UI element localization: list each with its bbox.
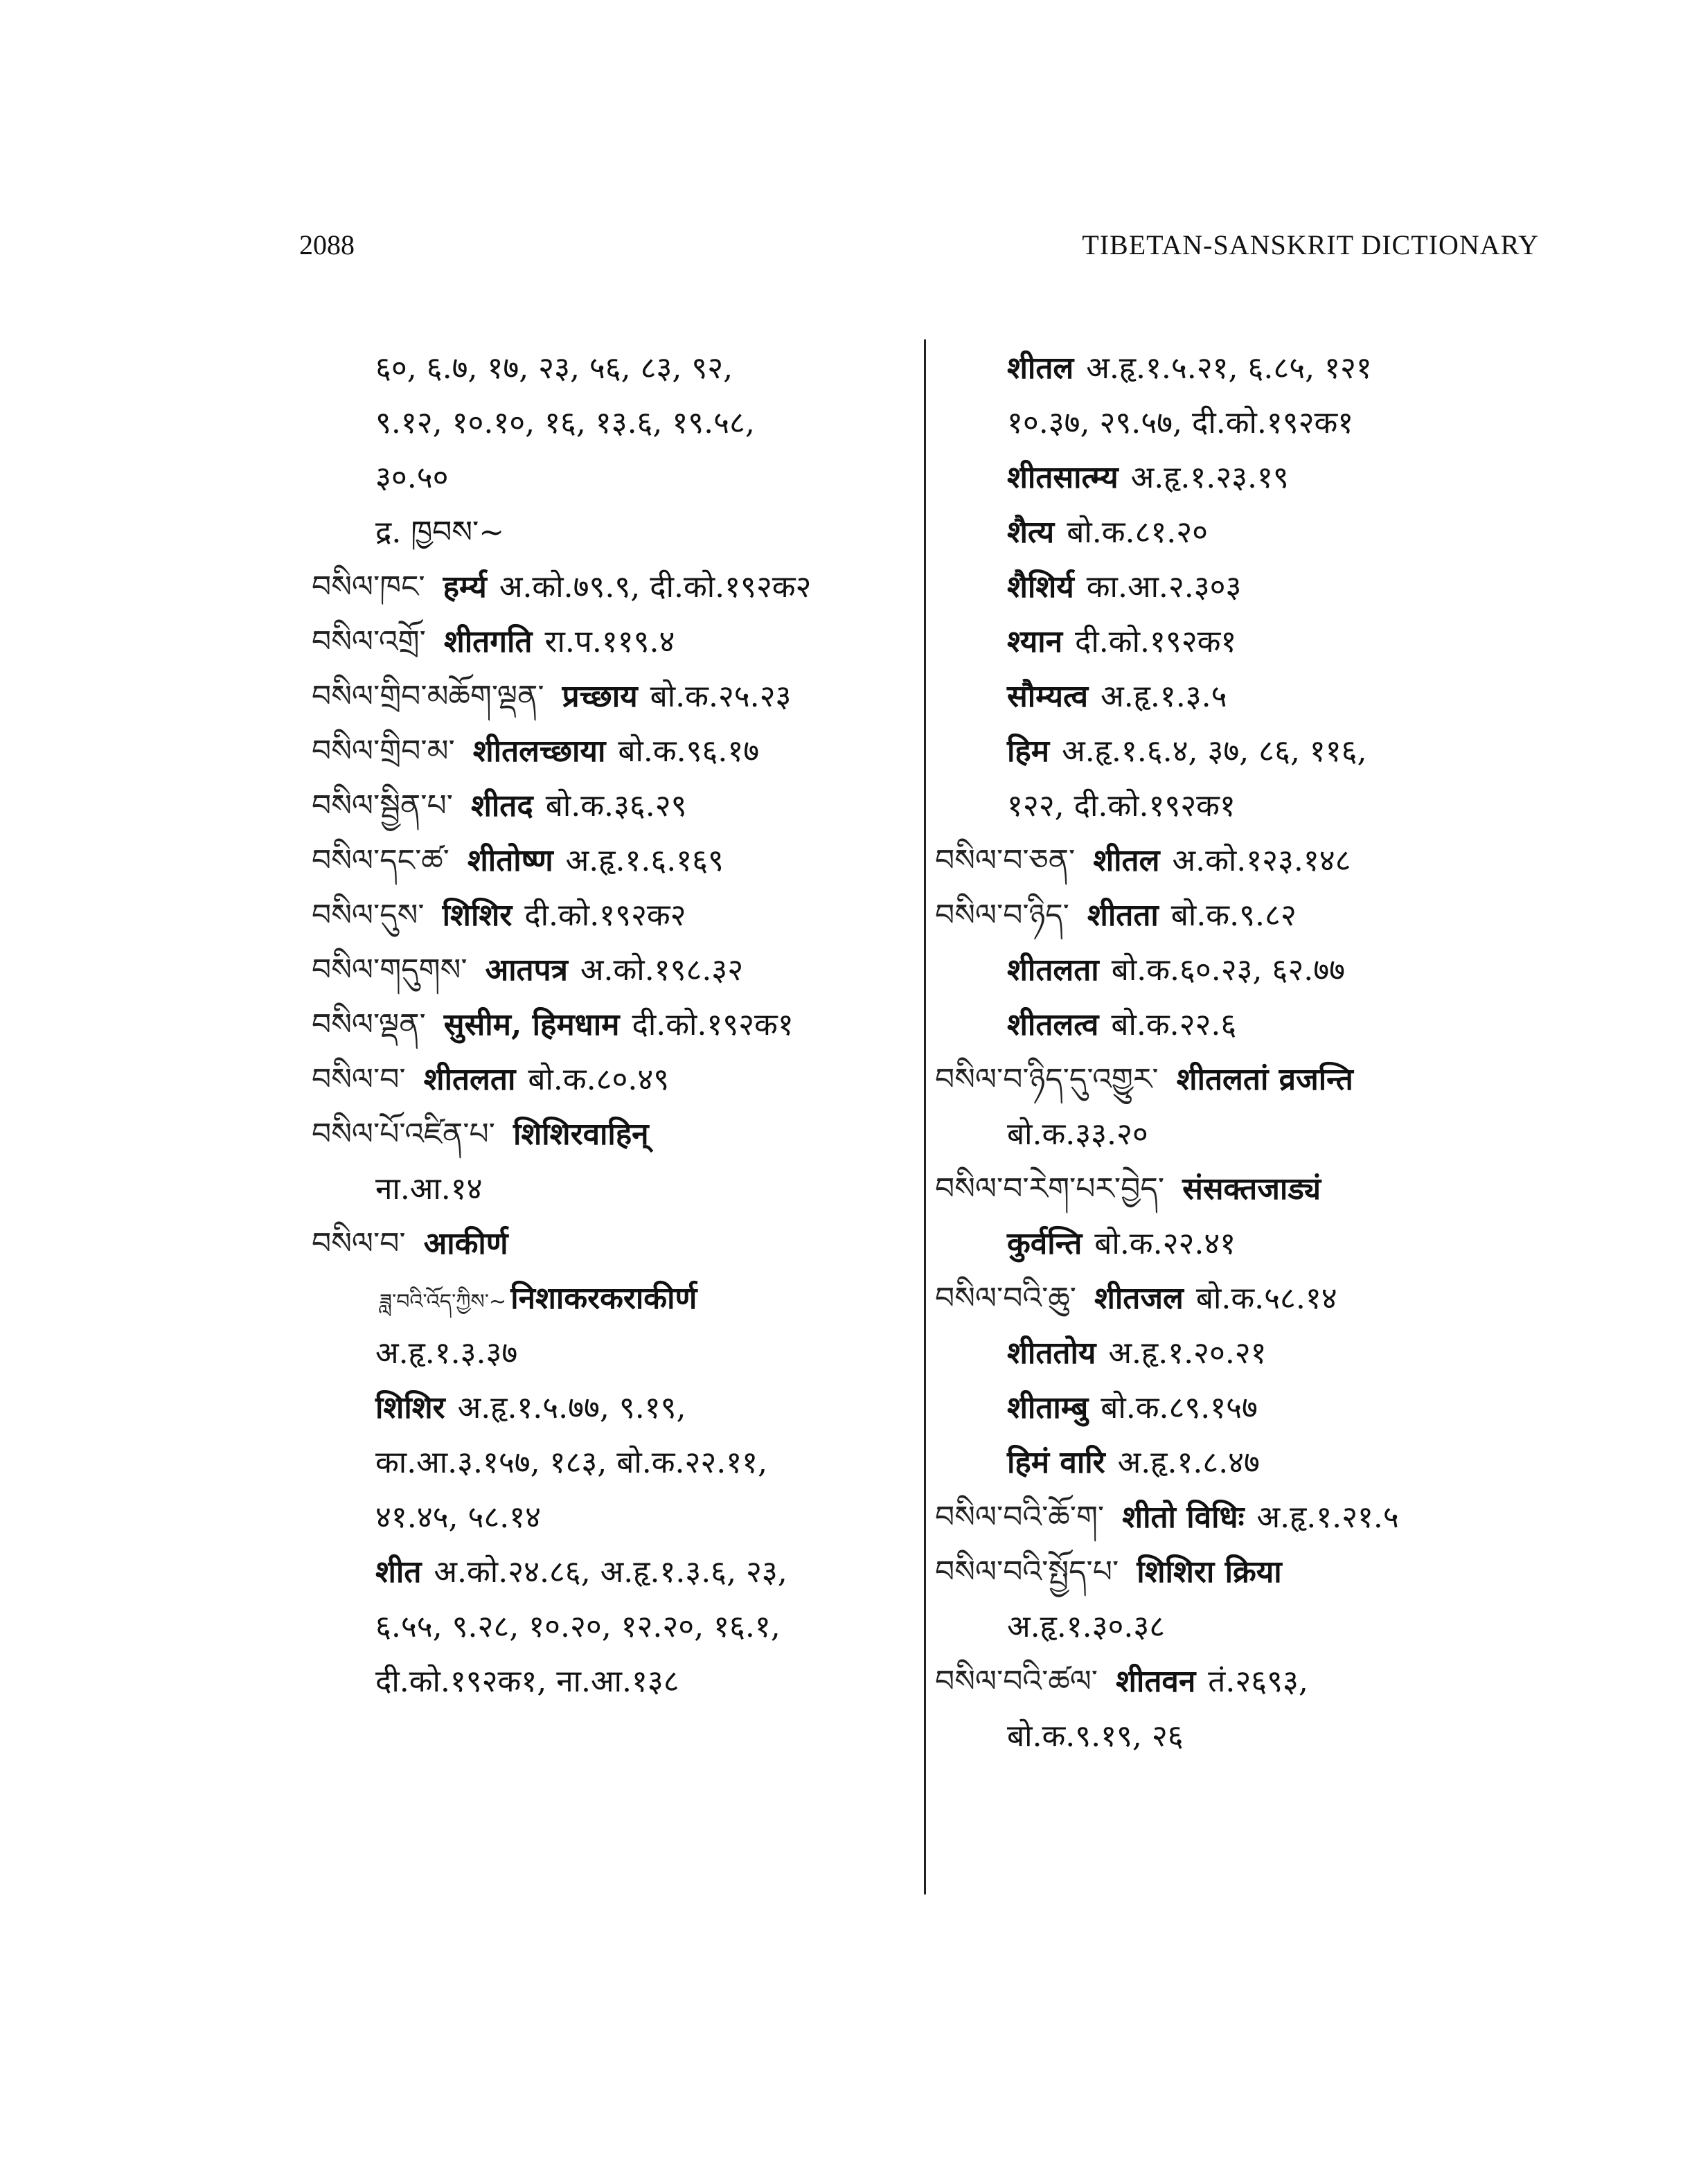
source-references: बो.क.८०.४९: [528, 1062, 670, 1097]
dictionary-line: [935, 1435, 1558, 1490]
source-references: बो.क.९.१९, २६: [1007, 1719, 1184, 1754]
dictionary-line: [312, 1654, 914, 1709]
dictionary-line: [312, 888, 914, 943]
source-references: ९.१२, १०.१०, १६, १३.६, १९.५८,: [375, 405, 755, 441]
tibetan-headword: བསིལ་བ་: [312, 1226, 406, 1261]
source-references: अ.हृ.१.२१.५: [1256, 1500, 1399, 1535]
sanskrit-equivalent: शीतो विधिः: [1122, 1500, 1245, 1535]
tibetan-prefix: ཟླ་བའི་འོད་ཀྱིས་~: [380, 1290, 507, 1314]
sanskrit-equivalent: शीतद: [470, 788, 533, 824]
dictionary-line: [935, 943, 1558, 997]
source-references: का.आ.३.१५७, १८३, बो.क.२२.११,: [375, 1445, 767, 1480]
dictionary-line: [312, 614, 914, 669]
source-references: बो.क.८९.१५७: [1101, 1390, 1258, 1426]
source-references: बो.क.६०.२३, ६२.७७: [1111, 952, 1345, 988]
tibetan-headword: བསིལ་བའི་ཚལ་: [935, 1664, 1098, 1699]
source-references: अ.को.१२३.१४८: [1172, 843, 1351, 878]
source-references: अ.को.७९.९, दी.को.१९२क२: [499, 569, 812, 605]
tibetan-headword: བསིལ་བའི་ཆོ་ག་: [935, 1500, 1105, 1535]
source-references: का.आ.२.३०३: [1086, 569, 1242, 605]
source-references: अ.हृ.१.३.३७: [375, 1335, 518, 1371]
dictionary-line: [935, 997, 1558, 1052]
sanskrit-equivalent: शीतोष्ण: [467, 843, 553, 878]
dictionary-line: [312, 1435, 914, 1490]
dictionary-line: [935, 450, 1558, 505]
sanskrit-equivalent: शीतलच्छाया: [472, 734, 606, 769]
source-references: ना.आ.१४: [375, 1171, 483, 1207]
sanskrit-equivalent: शीततोय: [1007, 1335, 1096, 1371]
source-references: बो.क.२५.२३: [650, 679, 792, 714]
sanskrit-equivalent: शीतलतां व्रजन्ति: [1176, 1062, 1353, 1097]
dictionary-line: [312, 1216, 914, 1271]
source-references: अ.हृ.१.८.४७: [1117, 1445, 1260, 1480]
sanskrit-equivalent: संसक्तजाड्यं: [1182, 1171, 1321, 1207]
sanskrit-equivalent: सौम्यत्व: [1007, 679, 1089, 714]
dictionary-line: [935, 560, 1558, 614]
dictionary-line: [312, 1380, 914, 1435]
source-references: अ.को.२४.८६, अ.हृ.१.३.६, २३,: [434, 1554, 787, 1590]
sanskrit-equivalent: शिशिर: [375, 1390, 445, 1426]
sanskrit-equivalent: श्यान: [1007, 624, 1063, 659]
dictionary-line: [935, 1052, 1558, 1107]
source-references: अ.हृ.१.६.४, ३७, ८६, ११६,: [1062, 734, 1367, 769]
dictionary-line: [935, 1545, 1558, 1599]
dictionary-line: [935, 779, 1558, 833]
dictionary-line: [935, 1380, 1558, 1435]
sanskrit-equivalent: शीतवन: [1116, 1664, 1196, 1699]
sanskrit-equivalent: शैशिर्य: [1007, 569, 1074, 605]
source-references: अ.हृ.१.२३.१९: [1130, 460, 1289, 495]
source-references: अ.को.१९८.३२: [580, 952, 744, 988]
dictionary-line: [312, 396, 914, 450]
source-references: दी.को.१९२क१: [632, 1007, 794, 1042]
column-divider: [924, 339, 926, 1894]
dictionary-line: [935, 669, 1558, 724]
tibetan-headword: བསིལ་ཁང་: [312, 569, 425, 605]
dictionary-line: [312, 1052, 914, 1107]
dictionary-line: [935, 505, 1558, 560]
dictionary-line: [312, 341, 914, 396]
sanskrit-equivalent: आतपत्र: [485, 952, 568, 988]
dictionary-line: [312, 1326, 914, 1380]
sanskrit-equivalent: शैत्य: [1007, 515, 1055, 550]
sanskrit-equivalent: शीतल: [1007, 350, 1074, 386]
source-references: अ.हृ.१.२०.२१: [1108, 1335, 1267, 1371]
sanskrit-equivalent: शीतसात्म्य: [1007, 460, 1119, 495]
dictionary-line: [312, 1599, 914, 1654]
dictionary-line: [312, 450, 914, 505]
dictionary-line: [312, 724, 914, 779]
source-references: बो.क.९६.१७: [618, 734, 760, 769]
sanskrit-equivalent: हिम: [1007, 734, 1050, 769]
source-references: ६.५५, ९.२८, १०.२०, १२.२०, १६.१,: [375, 1609, 781, 1644]
dictionary-line: [935, 1162, 1558, 1216]
dictionary-line: [312, 1545, 914, 1599]
source-references: ६०, ६.७, १७, २३, ५६, ८३, ९२,: [375, 350, 733, 386]
sanskrit-equivalent: शिशिरा क्रिया: [1137, 1554, 1282, 1590]
page-number: 2088: [299, 229, 355, 260]
dictionary-line: [935, 396, 1558, 450]
tibetan-headword: བསིལ་བའི་སྤྱོད་པ་: [935, 1554, 1119, 1590]
source-references: बो.क.९.८२: [1170, 898, 1297, 933]
sanskrit-equivalent: हर्म्य: [443, 569, 487, 605]
source-references: ४१.४५, ५८.१४: [375, 1500, 541, 1535]
source-references: १०.३७, २९.५७, दी.को.१९२क१: [1007, 405, 1354, 441]
tibetan-headword: བསིལ་གྲིབ་མཆོག་ལྡན་: [312, 679, 544, 714]
sanskrit-equivalent: शीतलत्व: [1007, 1007, 1099, 1042]
source-references: बो.क.८१.२०: [1067, 515, 1208, 550]
dictionary-line: [935, 833, 1558, 888]
source-references: बो.क.२२.४१: [1094, 1226, 1236, 1261]
dictionary-line: [312, 833, 914, 888]
dictionary-line: [935, 1216, 1558, 1271]
source-references: अ.हृ.१.६.१६९: [565, 843, 724, 878]
tibetan-headword: བསིལ་གདུགས་: [312, 952, 467, 988]
dictionary-line: [312, 779, 914, 833]
dictionary-line: [935, 1271, 1558, 1326]
dictionary-line: [312, 505, 914, 560]
tibetan-headword: བསིལ་བ་རེག་པར་བྱེད་: [935, 1171, 1165, 1207]
source-references: तं.२६९३,: [1208, 1664, 1308, 1699]
running-title: TIBETAN-SANSKRIT DICTIONARY: [1082, 229, 1539, 260]
sanskrit-equivalent: प्रच्छाय: [562, 679, 638, 714]
sanskrit-equivalent: शीतल: [1093, 843, 1160, 878]
sanskrit-equivalent: शीतगति: [443, 624, 533, 659]
dictionary-line: [935, 1326, 1558, 1380]
tibetan-headword: བསིལ་གྲིབ་མ་: [312, 734, 455, 769]
dictionary-line: [312, 1271, 914, 1326]
dictionary-line: [935, 888, 1558, 943]
source-references: बो.क.३६.२९: [545, 788, 687, 824]
tibetan-headword: བསིལ་སྦྱིན་པ་: [312, 788, 453, 824]
dictionary-line: [935, 1599, 1558, 1654]
dictionary-line: [935, 1490, 1558, 1545]
page-header: [0, 229, 1701, 270]
source-references: अ.हृ.१.५.२१, ६.८५, १२१: [1086, 350, 1372, 386]
tibetan-headword: བསིལ་བའི་ཆུ་: [935, 1281, 1076, 1316]
tibetan-headword: བསིལ་བ་ཉིད་: [935, 898, 1069, 933]
tibetan-headword: བསིལ་དང་ཚ་: [312, 843, 449, 878]
dictionary-line: [935, 1709, 1558, 1764]
dictionary-line: [935, 614, 1558, 669]
sanskrit-equivalent: शीतलता: [423, 1062, 516, 1097]
source-references: दी.को.१९२क२: [524, 898, 686, 933]
sanskrit-equivalent: आकीर्ण: [423, 1226, 508, 1261]
sanskrit-equivalent: शिशिर: [442, 898, 513, 933]
dictionary-line: [312, 669, 914, 724]
source-references: १२२, दी.को.१९२क१: [1007, 788, 1236, 824]
source-references: दी.को.१९२क१: [1075, 624, 1237, 659]
dictionary-line: [312, 1107, 914, 1162]
sanskrit-equivalent: शीत: [375, 1554, 422, 1590]
source-references: अ.हृ.१.३.५: [1101, 679, 1227, 714]
sanskrit-equivalent: सुसीम, हिमधाम: [443, 1007, 620, 1042]
tibetan-headword: བསིལ་དུས་: [312, 898, 425, 933]
source-references: दी.को.१९२क१, ना.आ.१३८: [375, 1664, 679, 1699]
tibetan-headword: བསིལ་ལྡན་: [312, 1007, 426, 1042]
dictionary-line: [935, 1654, 1558, 1709]
source-references: अ.हृ.१.३०.३८: [1007, 1609, 1166, 1644]
sanskrit-equivalent: शीतलता: [1007, 952, 1099, 988]
source-references: बो.क.२२.६: [1111, 1007, 1237, 1042]
dictionary-line: [312, 997, 914, 1052]
source-references: बो.क.५८.१४: [1195, 1281, 1337, 1316]
dictionary-line: [312, 943, 914, 997]
tibetan-headword: བསིལ་བ་: [312, 1062, 406, 1097]
source-references: अ.हृ.१.५.७७, ९.१९,: [457, 1390, 686, 1426]
sanskrit-equivalent: कुर्वन्ति: [1007, 1226, 1083, 1261]
dictionary-line: [935, 724, 1558, 779]
source-references: ३०.५०: [375, 460, 449, 495]
sanskrit-equivalent: शीताम्बु: [1007, 1390, 1089, 1426]
tibetan-headword: བསིལ་བ་ཅན་: [935, 843, 1076, 878]
tibetan-headword: བསིལ་པོ་འཛིན་པ་: [312, 1117, 495, 1152]
sanskrit-equivalent: निशाकरकराकीर्ण: [510, 1281, 697, 1316]
sanskrit-equivalent: शीतता: [1087, 898, 1159, 933]
dictionary-line: [312, 1162, 914, 1216]
source-references: द्र. ཁྱབས་~: [375, 515, 505, 550]
right-column: [935, 341, 1558, 1764]
dictionary-line: [935, 1107, 1558, 1162]
sanskrit-equivalent: शीतजल: [1094, 1281, 1184, 1316]
dictionary-line: [312, 560, 914, 614]
tibetan-headword: བསིལ་འགྲོ་: [312, 624, 426, 659]
dictionary-line: [935, 341, 1558, 396]
dictionary-line: [312, 1490, 914, 1545]
sanskrit-equivalent: हिमं वारि: [1007, 1445, 1105, 1480]
source-references: रा.प.११९.४: [544, 624, 675, 659]
source-references: बो.क.३३.२०: [1007, 1117, 1148, 1152]
sanskrit-equivalent: शिशिरवाहिन्: [513, 1117, 649, 1152]
tibetan-headword: བསིལ་བ་ཉིད་དུ་འགྱུར་: [935, 1062, 1159, 1097]
left-column: [312, 341, 914, 1709]
